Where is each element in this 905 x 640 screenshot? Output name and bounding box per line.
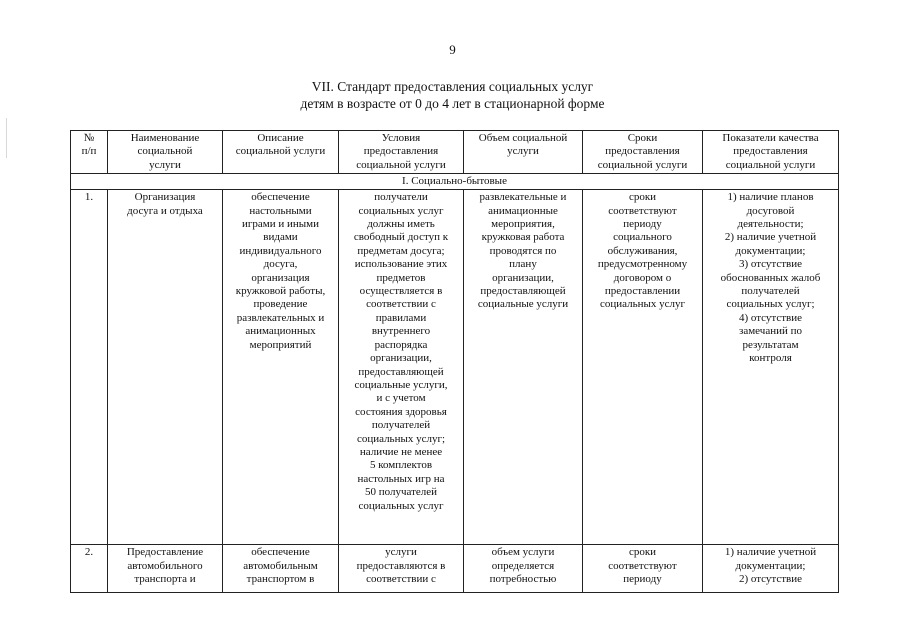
row-description: обеспечение настольными играми и иными видами индивидуального досуга, организация кружковой работы, проведение развлекательных и анимационных мероприятий <box>223 190 339 545</box>
header-service-name: Наименование социальной услуги <box>108 131 223 174</box>
header-conditions: Условия предоставления социальной услуги <box>339 131 464 174</box>
row-terms: сроки соответствуют периоду социального обслуживания, предусмотренному договором о предоставлении социальных услуг <box>583 190 703 545</box>
title-line-1: VII. Стандарт предоставления социальных услуг <box>311 79 594 94</box>
row-conditions: услуги предоставляются в соответствии с <box>339 545 464 593</box>
row-conditions: получатели социальных услуг должны иметь свободный доступ к предметам досуга; использование этих предметов осуществляется в соответствии с правилами внутреннего распорядка организации, предоставляющей социальные услуги, и с учетом состояния здоровья получателей социальных услуг; наличие не менее 5 комплектов настольных игр на 50 получателей социальных услуг <box>339 190 464 545</box>
page-number: 9 <box>449 42 456 57</box>
row-quality: 1) наличие планов досуговой деятельности; 2) наличие учетной документации; 3) отсутствие обоснованных жалоб получателей социальных услуг; 4) отсутствие замечаний по результатам контроля <box>703 190 839 545</box>
row-service-name: Организация досуга и отдыха <box>108 190 223 545</box>
section-row <box>71 174 839 190</box>
header-number: № п/п <box>71 131 108 174</box>
table-header-row <box>71 131 839 174</box>
row-quality: 1) наличие учетной документации; 2) отсутствие <box>703 545 839 593</box>
table-row <box>71 545 839 593</box>
header-volume: Объем социальной услуги <box>464 131 583 174</box>
document-title <box>0 78 905 112</box>
row-volume: развлекательные и анимационные мероприятия, кружковая работа проводятся по плану организации, предоставляющей социальные услуги <box>464 190 583 545</box>
title-line-2: детям в возрасте от 0 до 4 лет в стационарной форме <box>300 96 605 111</box>
section-title: I. Социально-бытовые <box>71 174 839 190</box>
header-description: Описание социальной услуги <box>223 131 339 174</box>
row-terms: сроки соответствуют периоду <box>583 545 703 593</box>
row-description: обеспечение автомобильным транспортом в <box>223 545 339 593</box>
scan-margin-mark <box>6 118 7 158</box>
standard-table <box>70 130 839 593</box>
row-volume: объем услуги определяется потребностью <box>464 545 583 593</box>
table-row <box>71 190 839 545</box>
row-service-name: Предоставление автомобильного транспорта и <box>108 545 223 593</box>
row-number: 2. <box>71 545 108 593</box>
header-quality: Показатели качества предоставления социальной услуги <box>703 131 839 174</box>
header-terms: Сроки предоставления социальной услуги <box>583 131 703 174</box>
row-number: 1. <box>71 190 108 545</box>
